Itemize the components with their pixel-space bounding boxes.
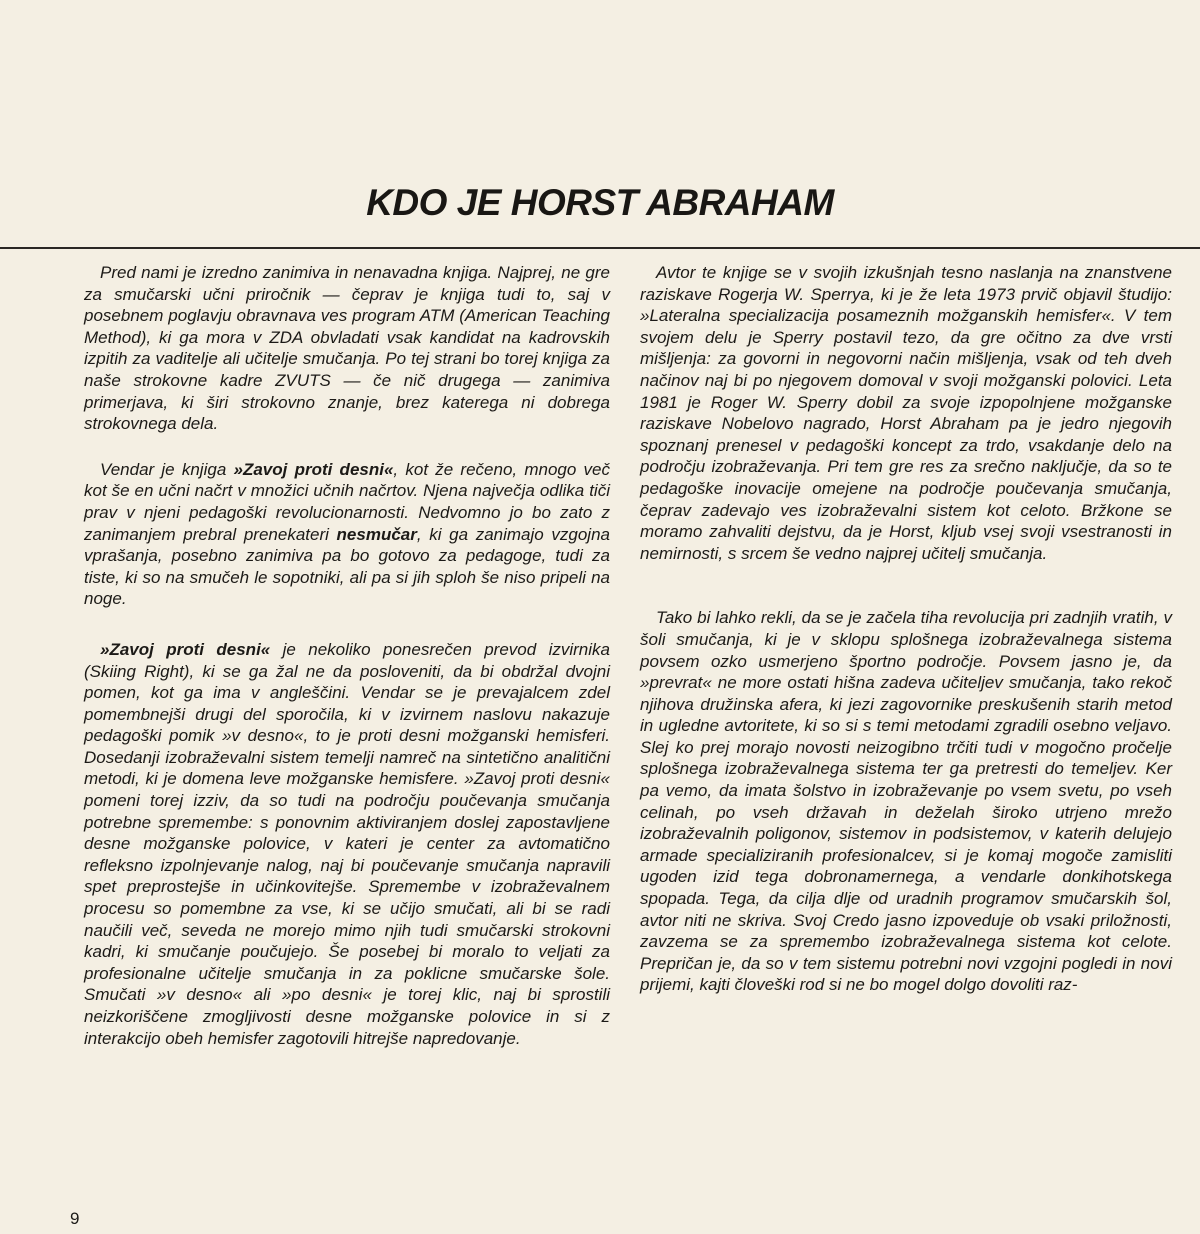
right-column	[640, 262, 1172, 996]
page-number: 9	[70, 1209, 80, 1228]
left-p2-text-c: , kot že rečeno, mnogo več kot še en učni načrt v množici učnih načrtov. Njena največja odlika tiči prav v njeni pedagoški revolucionarnosti. Nedvomno jo bo zato z zanimanjem prebral prenekateri	[84, 459, 610, 544]
left-paragraph-1: Pred nami je izredno zanimiva in nenavadna knjiga. Najprej, ne gre za smučarski učni priročnik — čeprav je knjiga tudi to, saj v posebnem poglavju obravnava ves program ATM (American Teaching Method), ki ga mora v ZDA obvladati vsak kandidat na kadrovskih izpitih za vaditelje ali učitelje smučanja. Po tej strani bo torej knjiga za naše strokovne kadre ZVUTS — če nič drugega — zanimiva primerjava, ki širi strokovno znanje, brez katerega ni dobrega strokovnega dela.	[84, 263, 610, 434]
book-title-bold-2: »Zavoj proti desni«	[100, 639, 271, 659]
nesmucar-bold: nesmučar	[336, 524, 417, 544]
right-paragraph-2: Tako bi lahko rekli, da se je začela tiha revolucija pri zadnjih vratih, v šoli smučanja, ki je v sklopu splošnega izobraževalnega sistema povsem ozko usmerjeno športno področje. Povsem jasno je, da »prevrat« ne more ostati hišna zadeva učiteljev smučanja, tako rekoč njihova družinska afera, ki jezi zagovornike preskušenih starih metod in ugledne avtoritete, ki so si s temi metodami zgradili osebno veljavo. Slej ko prej morajo novosti neizogibno trčiti tudi v mogočno pročelje splošnega izobraževalnega sistema ter ga pretresti do temeljev. Ker pa vemo, da imata šolstvo in izobraževanje po vsem svetu, po vseh celinah, po vseh državah in deželah široko utrjeno mrežo izobraževalnih poligonov, sistemov in podsistemov, v katerih delujejo armade specializiranih profesionalcev, si je komaj mogoče zamisliti ugoden izid tega dobronamernega, a vendarle donkihotskega spopada. Tega, da cilja dlje od uradnih programov smučarskih šol, avtor niti ne skriva. Svoj Credo jasno izpoveduje ob vsaki priložnosti, zavzema se za spremembo izobraževalnega sistema kot celote. Prepričan je, da so v tem sistemu potrebni novi vzgojni pogledi in novi prijemi, kajti človeški rod si ne bo mogel dolgo dovoliti raz-	[640, 608, 1172, 995]
page-title: KDO JE HORST ABRAHAM	[366, 182, 834, 223]
book-title-bold: »Zavoj proti desni«	[233, 459, 394, 479]
left-p2-text-e: , ki ga zanimajo vzgojna vprašanja, posebno zanimiva pa bo gotovo za pedagoge, tudi za tiste, ki so na smučeh le sopotniki, ali pa si jih sploh še niso pripeli na noge.	[84, 524, 610, 609]
left-column	[84, 262, 610, 1049]
left-paragraph-3	[84, 639, 610, 1049]
left-paragraph-2	[84, 459, 610, 610]
title-rule	[0, 247, 1200, 249]
left-p2-text-a: Vendar je knjiga	[100, 459, 234, 479]
left-p3-text-b: je nekoliko ponesrečen prevod izvirnika (Skiing Right), ki se ga žal ne da posloveniti, da bi obdržal dvojni pomen, kot ga ima v angleščini. Vendar se je prevajalcem zdel pomembnejši drugi del sporočila, ki v izvirnem naslovu nakazuje pedagoški pomik »v desno«, to je proti desni možganski hemisferi. Dosedanji izobraževalni sistem temelji namreč na sintetično analitični metodi, ki je domena leve možganske hemisfere. »Zavoj proti desni« pomeni torej izziv, da so tudi na področju poučevanja smučanja potrebne spremembe: s ponovnim aktiviranjem doslej zapostavljene desne možganske polovice, v kateri je center za avtomatično refleksno izpolnjevanje nalog, naj bi poučevanje smučanja napravili spet preprostejše in učinkovitejše. Spremembe v izobraževalnem procesu so pomembne za vse, ki se učijo smučati, ali bi se radi naučili več, seveda ne morejo mimo njih tudi smučarski strokovni kadri, ki smučanje poučujejo. Še posebej bi moralo to veljati za profesionalne učitelje smučanja in za poklicne smučarske šole. Smučati »v desno« ali »po desni« je torej klic, naj bi sprostili neizkoriščene zmogljivosti desne možganske polovice in si z interakcijo obeh hemisfer zagotovili hitrejše napredovanje.	[84, 639, 610, 1048]
right-paragraph-1: Avtor te knjige se v svojih izkušnjah tesno naslanja na znanstvene raziskave Rogerja W. Sperrya, ki je že leta 1973 prvič objavil študijo: »Lateralna specializacija posameznih možganskih hemisfer«. V tem svojem delu je Sperry postavil tezo, da gre očitno za dve vrsti mišljenja: za govorni in negovorni način mišljenja, vsak od teh dveh načinov naj bi po njegovem domoval v svoji možganski polovici. Leta 1981 je Roger W. Sperry dobil za svoje izpopolnjene možganske raziskave Nobelovo nagrado, Horst Abraham pa je jedro njegovih spoznanj prenesel v pedagoški koncept za trdo, vsakdanje delo na področju izobraževanja. Pri tem gre res za srečno naključje, da so te pedagoške inovacije omejene na področje poučevanja smučanja, čeprav zadevajo ves izobraževalni sistem kot celoto. Bržkone se moramo zahvaliti dejstvu, da je Horst, kljub vsej svoji vsestranosti in nemirnosti, s srcem še vedno najprej učitelj smučanja.	[640, 263, 1172, 563]
